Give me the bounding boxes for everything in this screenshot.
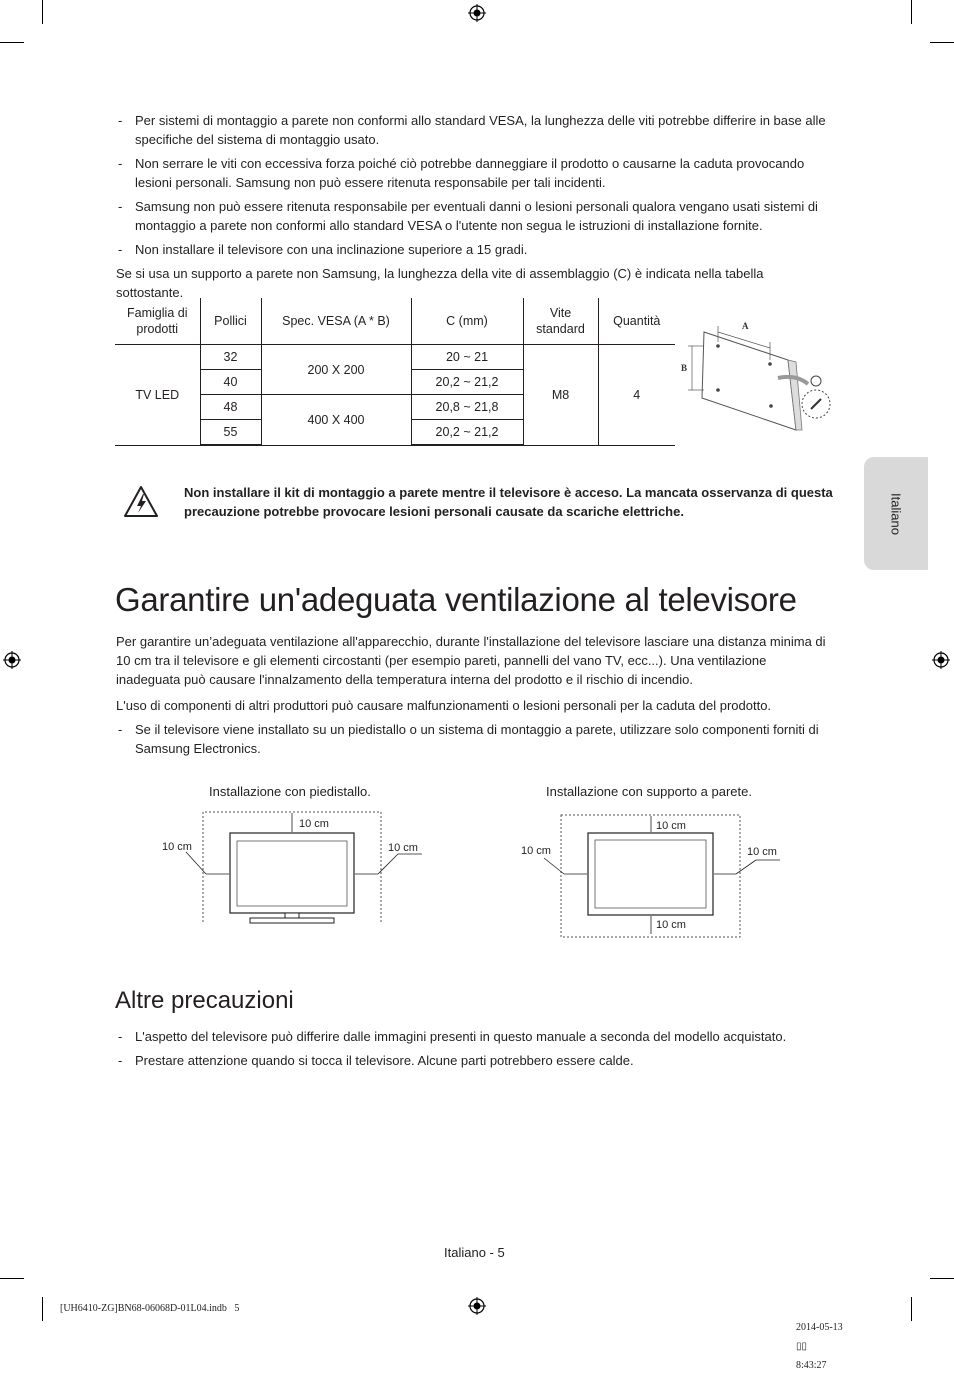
table-cell: 20,2 ~ 21,2 bbox=[411, 420, 523, 446]
page-title: Garantire un'adeguata ventilazione al televisore bbox=[115, 581, 797, 618]
table-cell: 20,8 ~ 21,8 bbox=[411, 395, 523, 420]
ventilation-paragraph: Per garantire un’adeguata ventilazione all'apparecchio, durante l'installazione del televisore lasciare una distanza minima di 10 cm tra il televisore e gli elementi circostanti (per esempio pareti, pannelli del vano TV, ecc...). Una ventilazione inadeguata può causare l'innalzamento della temperatura interna del prodotto e il rischio di incendio. bbox=[116, 634, 826, 687]
registration-mark-icon bbox=[468, 1297, 486, 1315]
table-cell: 32 bbox=[200, 345, 261, 370]
warning-text: Non installare il kit di montaggio a parete mentre il televisore è acceso. La mancata osservanza di questa precauzione potrebbe provocare lesioni personali causate da scariche elettriche. bbox=[184, 485, 833, 519]
table-header: Spec. VESA (A * B) bbox=[261, 298, 411, 345]
table-header-row bbox=[115, 298, 675, 345]
page-number: Italiano - 5 bbox=[444, 1245, 505, 1260]
file-name: [UH6410-ZG]BN68-06068D-01L04.indb 5 bbox=[60, 1303, 240, 1314]
table-cell: 400 X 400 bbox=[261, 395, 411, 446]
table-cell: TV LED bbox=[115, 345, 200, 446]
crop-mark bbox=[0, 42, 24, 43]
list-item: - Samsung non può essere ritenuta responsabile per eventuali danni o lesioni personali qualora vengano usati sistemi di montaggio a parete non conformi allo standard VESA o l'utente non segua le istruzioni di installazione fornite. bbox=[118, 199, 818, 233]
wall-installation-diagram bbox=[518, 812, 783, 942]
crop-mark bbox=[930, 42, 954, 43]
table-row bbox=[115, 345, 675, 370]
table-cell: 20,2 ~ 21,2 bbox=[411, 370, 523, 395]
dimension-label-b: B bbox=[681, 363, 688, 373]
list-item: - Non installare il televisore con una inclinazione superiore a 15 gradi. bbox=[118, 242, 528, 257]
table-header: Quantità bbox=[598, 298, 675, 345]
print-date: 2014-05-13 ▯▯ 8:43:27 bbox=[796, 1322, 843, 1371]
crop-mark bbox=[911, 0, 912, 24]
table-header: Famiglia di prodotti bbox=[115, 298, 200, 345]
crop-mark bbox=[42, 0, 43, 24]
table-cell: 55 bbox=[200, 420, 261, 446]
electric-shock-warning-icon bbox=[123, 485, 159, 518]
distance-label-left: 10 cm bbox=[521, 845, 551, 857]
stand-installation-diagram bbox=[160, 808, 425, 928]
crop-mark bbox=[930, 1278, 954, 1279]
table-cell: 40 bbox=[200, 370, 261, 395]
distance-label-right: 10 cm bbox=[388, 842, 418, 854]
list-item: - Non serrare le viti con eccessiva forza poiché ciò potrebbe danneggiare il prodotto o causarne la caduta provocando lesioni personali. Samsung non può essere ritenuta responsabile per tali incidenti. bbox=[118, 156, 805, 190]
wall-mount-diagram bbox=[678, 312, 838, 440]
stand-install-caption: Installazione con piedistallo. bbox=[209, 784, 371, 799]
side-tab-label: Italiano bbox=[888, 492, 904, 535]
crop-mark bbox=[0, 1278, 24, 1279]
registration-mark-icon bbox=[3, 651, 21, 669]
distance-label-bottom: 10 cm bbox=[656, 919, 686, 931]
distance-label-top: 10 cm bbox=[656, 820, 686, 832]
table-header: Pollici bbox=[200, 298, 261, 345]
distance-label-right: 10 cm bbox=[747, 846, 777, 858]
table-intro: Se si usa un supporto a parete non Samsung, la lunghezza della vite di assemblaggio (C) è indicata nella tabella sottostante. bbox=[116, 266, 764, 300]
list-item: - Se il televisore viene installato su un piedistallo o un sistema di montaggio a parete, utilizzare solo componenti forniti di Samsung Electronics. bbox=[118, 722, 819, 756]
table-cell: 20 ~ 21 bbox=[411, 345, 523, 370]
table-header: C (mm) bbox=[411, 298, 523, 345]
table-cell: 200 X 200 bbox=[261, 345, 411, 395]
crop-mark bbox=[42, 1297, 43, 1321]
registration-mark-icon bbox=[932, 651, 950, 669]
language-side-tab bbox=[864, 457, 928, 570]
table-cell: 48 bbox=[200, 395, 261, 420]
table-cell: M8 bbox=[523, 345, 598, 446]
section-title: Altre precauzioni bbox=[115, 987, 294, 1014]
list-item: - L'aspetto del televisore può differire dalle immagini presenti in questo manuale a seconda del modello acquistato. bbox=[118, 1029, 787, 1044]
dimension-label-a: A bbox=[742, 321, 749, 331]
wall-install-caption: Installazione con supporto a parete. bbox=[546, 784, 752, 799]
distance-label-top: 10 cm bbox=[299, 818, 329, 830]
components-paragraph: L'uso di componenti di altri produttori può causare malfunzionamenti o lesioni personali per la caduta del prodotto. bbox=[116, 698, 772, 713]
crop-mark bbox=[911, 1297, 912, 1321]
distance-label-left: 10 cm bbox=[162, 841, 192, 853]
list-item: - Prestare attenzione quando si tocca il televisore. Alcune parti potrebbero essere calde. bbox=[118, 1053, 634, 1068]
registration-mark-icon bbox=[468, 4, 486, 22]
list-item: - Per sistemi di montaggio a parete non conformi allo standard VESA, la lunghezza delle viti potrebbe differire in base alle specifiche del sistema di montaggio usato. bbox=[118, 113, 826, 147]
table-header: Vite standard bbox=[523, 298, 598, 345]
screw-spec-table bbox=[115, 298, 675, 446]
table-cell: 4 bbox=[598, 345, 675, 446]
